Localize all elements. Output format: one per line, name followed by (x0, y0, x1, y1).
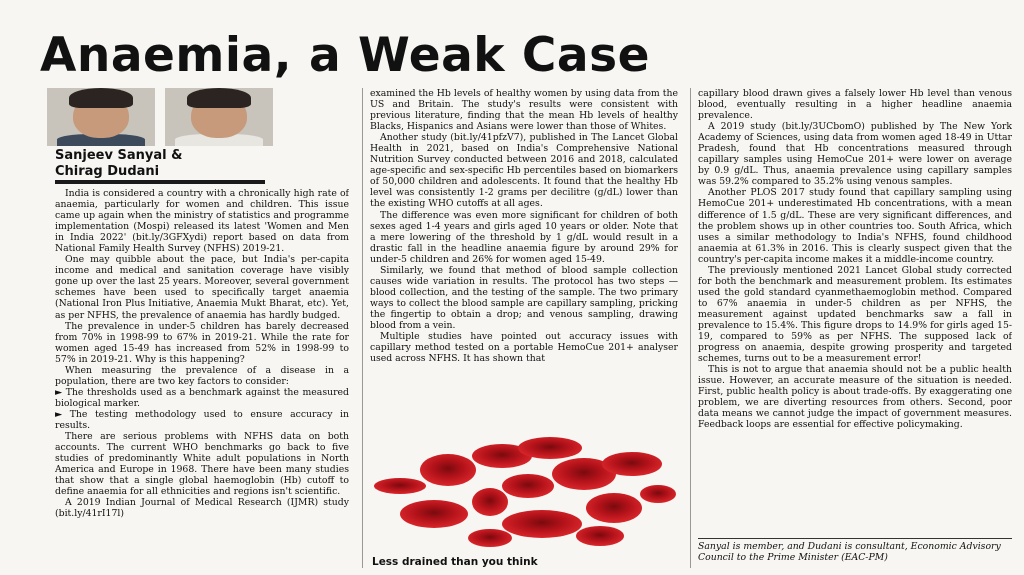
paragraph: One may quibble about the pace, but India's per-capita income and medical and sanitation coverage have visibly gone up over the last 25 years. Moreover, several government schemes have been used to specifically target anaemia (National Iron Plus Initiative, Anaemia Mukt Bharat, etc). Yet, as per NFHS, the prevalence of anaemia has hardly budged. (55, 254, 349, 321)
author-photo-dudani (165, 88, 273, 146)
blood-cells-icon (370, 434, 685, 554)
paragraph: The prevalence in under-5 children has barely decreased from 70% in 1998-99 to 67% in 2019-21. While the rate for women aged 15-49 has increased from 52% in 1998-99 to 57% in 2019-21. Why is this happening? (55, 320, 349, 365)
column-divider-1 (362, 88, 363, 568)
bullet-item: ► The testing methodology used to ensure accuracy in results. (55, 408, 349, 431)
paragraph: Another study (bit.ly/41pfzV7), published in The Lancet Global Health in 2021, based on India's Comprehensive National Nutrition Survey conducted between 2016 and 2018, calculated age-specific and sex-specific Hb percentiles based on biomarkers of 50,000 children and adolescents. It found that the healthy Hb level was consistently 1-2 grams per decilitre (g/dL) lower than the existing WHO cutoffs at all ages. (370, 132, 678, 210)
image-caption: Less drained than you think (372, 556, 538, 568)
headline: Anaemia, a Weak Case (40, 28, 650, 83)
byline-author-2: Chirag Dudani (55, 164, 160, 179)
paragraph: examined the Hb levels of healthy women by using data from the US and Britain. The study's results were consistent with previous literature, finding that the mean Hb levels of healthy Blacks, Hispanics and Asians were lower than those of Whites. (370, 88, 678, 133)
bullet-item: ► The thresholds used as a benchmark against the measured biological marker. (55, 386, 349, 409)
byline-rule (55, 180, 265, 184)
paragraph: Another PLOS 2017 study found that capillary sampling using HemoCue 201+ underestimated Hb concentrations, with a mean difference of 1.5 g/dL. These are very significant differences, and the problem shows up in other countries too. South Africa, which uses a similar methodology to India's NFHS, found childhood anaemia at 61.3% in 2016. This is clearly suspect given that the country's per-capita income makes it a middle-income country. (698, 187, 1012, 265)
paragraph: There are serious problems with NFHS data on both accounts. The current WHO benchmarks go back to five studies of predominantly White adult populations in North America and Europe in 1968. There have been many studies that show that a single global haemoglobin (Hb) cutoff to define anaemia for all ethnicities and regions isn't scientific. (55, 431, 349, 498)
author-footnote: Sanyal is member, and Dudani is consultant, Economic Advisory Council to the Prime Minister (EAC-PM) (698, 538, 1012, 563)
paragraph: A 2019 Indian Journal of Medical Research (IJMR) study (bit.ly/41rI17l) (55, 497, 349, 520)
article-column-3 (698, 88, 1012, 536)
paragraph: This is not to argue that anaemia should not be a public health issue. However, an accurate measure of the situation is needed. First, public health policy is about trade-offs. By exaggerating one problem, we are diverting resources from others. Second, poor data means we cannot judge the impact of government measures. Feedback loops are essential for effective policymaking. (698, 364, 1012, 431)
paragraph: The previously mentioned 2021 Lancet Global study corrected for both the benchmark and measurement problem. Its estimates used the gold standard cyanmethaemoglobin method. Compared to 67% anaemia in under-5 children as per NFHS, the measurement against updated benchmarks saw a fall in prevalence to 15.4%. This figure drops to 14.9% for girls aged 15-19, compared to 59% as per NFHS. The supposed lack of progress on anaemia, despite growing prosperity and targeted schemes, turns out to be a measurement error! (698, 264, 1012, 365)
paragraph: capillary blood drawn gives a falsely lower Hb level than venous blood, eventually resulting in a higher headline anaemia prevalence. (698, 88, 1012, 122)
article-column-2 (370, 88, 678, 432)
paragraph: A 2019 study (bit.ly/3UCbomO) published by The New York Academy of Sciences, using data from women aged 18-49 in Uttar Pradesh, found that Hb concentrations measured through capillary samples using HemoCue 201+ were lower on average by 0.9 g/dL. Thus, anaemia prevalence using capillary samples was 59.2% compared to 35.2% using venous samples. (698, 121, 1012, 188)
byline-author-1: Sanjeev Sanyal & (55, 148, 183, 163)
article-column-1 (55, 188, 349, 570)
paragraph: Multiple studies have pointed out accuracy issues with capillary method tested on a portable HemoCue 201+ analyser used across NFHS. It has shown that (370, 331, 678, 365)
column-divider-2 (690, 88, 691, 568)
author-photos (47, 88, 275, 148)
red-blood-cells-illustration (370, 434, 685, 554)
paragraph: The difference was even more significant for children of both sexes aged 1-4 years and girls aged 10 years or older. Note that a mere lowering of the threshold by 1 g/dL would result in a drastic fall in the headline anaemia figure by around 29% for under-5 children and 26% for women aged 15-49. (370, 209, 678, 265)
author-photo-sanyal (47, 88, 155, 146)
paragraph: When measuring the prevalence of a disease in a population, there are two key factors to consider: (55, 364, 349, 387)
paragraph: India is considered a country with a chronically high rate of anaemia, particularly for women and children. This issue came up again when the ministry of statistics and programme implementation (Mospi) released its latest 'Women and Men in India 2022' (bit.ly/3GFXydi) report based on data from National Family Health Survey (NFHS) 2019-21. (55, 188, 349, 255)
byline (55, 148, 275, 180)
paragraph: Similarly, we found that method of blood sample collection causes wide variation in results. The protocol has two steps — blood collection, and the testing of the sample. The two primary ways to collect the blood sample are capillary sampling, pricking the fingertip to obtain a drop; and venous sampling, drawing blood from a vein. (370, 264, 678, 331)
